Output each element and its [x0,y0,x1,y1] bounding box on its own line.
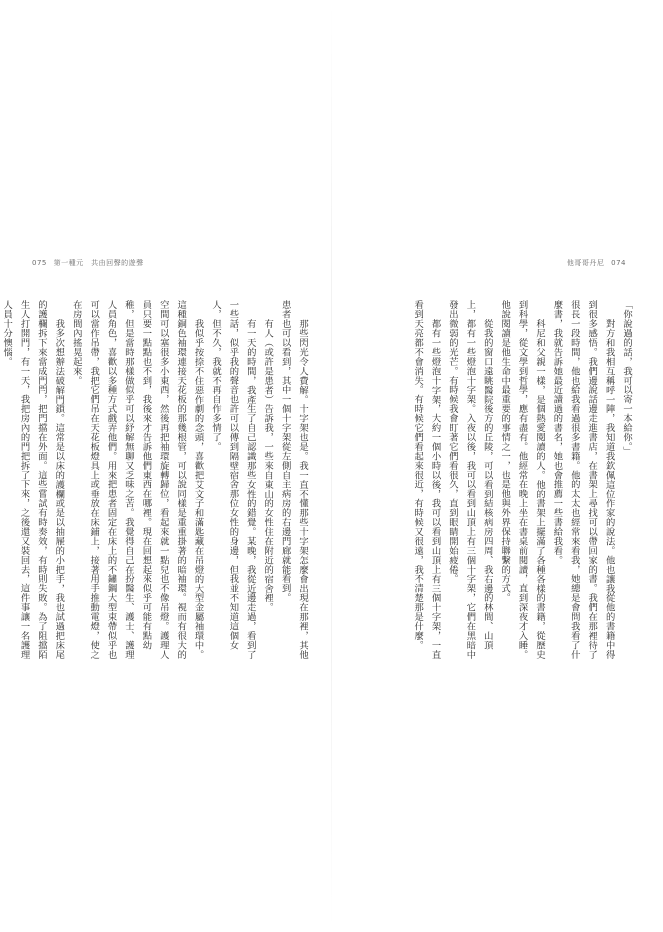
left-page-text [1,300,311,660]
paragraph: 有一天的時間，我產生了自己認識那些女性的錯覺。某晚，我從近邊走過，看到了一些話，似乎我的聲音也許可以傳到隔壁宿舍那位女性的身邊，但我並不知道這個女人，但不久，我就不再自作多情了。 [209,300,256,659]
left-running-head: 第一種元 共由回聲的遊聲 [53,259,144,267]
paragraph: 「你說過的話，我可以寄一本給你。」 [621,300,632,456]
paragraph: 有人（或許是患者）告訴我，一些來自東山的女性住在附近的宿舍裡。 [262,318,274,612]
left-page-number: 075 [32,259,47,267]
paragraph: 我似乎按捺不住惡作劇的念頭，喜歡把艾文子和滿匙藏在吊燈的大型金屬袖環中。這種銅色袖環連接天花板的那幾根管，可以說同樣是重重掛著的暗袖環。視而有很大的空間可以塞很多小東西，然後再把袖環旋轉歸位，看起來就一點兒也不像吊燈。護理人員只要一點點也不到，我後來才告訴他們東西在哪裡。現在回想起來似乎可能有點幼稚，但是當時那樣做似乎可以紓解無聊又乏味之苦。我覺得自己在扮醫生、護士、護理人員角色，喜歡以多種方式戲弄他們。用來把患者固定在床上的不鏽鋼大型束帶似乎也可以當作吊帶，我把它們吊在天花板燈具上或垂放在床鋪上，接著用手推動電燈，使之在房間內搖晃起來。 [70,300,204,660]
left-page [0,0,331,932]
left-page-header [32,258,148,268]
paragraph: 科尼和父親一樣，是個熱愛閱讀的人。他的書架上擺滿了各種各樣的書籍，從歷史到科學，從文學到哲學，應有盡有。他經常在晚上坐在書桌前閱讀，直到深夜才入睡。他說閱讀是他生命中最重要的事情之一，也是他與外界保持聯繫的方式。 [499,300,545,660]
right-page [332,0,663,932]
right-page-text [349,300,635,660]
paragraph: 我多次想辦法破解門鎖。這常是以床的護欄或是以抽屜的小把手，我也試過把床尾的護欄拆下來當成門閂，把門擋在外面。這些嘗試有時奏效，有時則失敗。為了阻擋陌生人打開門，有一天，我把房內的門把拆了下來，之後還又裝回去，這件事讓一名護理人員十分懊惱。 [1,300,65,660]
paragraph: 都有一些燈泡十字架，大約一個小時以後，我可以看到山頂上有三個十字架，一直看到天亮都不會消失。有時候它們看起來很近，有時候又很遠，我不清楚那是什麼。 [412,300,441,659]
right-page-header [567,258,630,268]
paragraph: 那些閃光令人費解。十字架也是。我一直不懂那些十字架怎麼會出現在那裡，其他患者也可以看到，其中一個十字架從左側自主病房的右邊門廊就能看到。 [279,300,308,659]
paragraph: 從我的窗口遠眺醫院後方的丘陵，可以看到結核病房四周、我右邊的林間、山頂上，都有一些燈泡十字架。入夜以後，我可以看到山頂上有三個十字架，它們在黑暗中發出微弱的光芒。有時候我會盯著它們看很久，直到眼睛開始疲倦。 [446,300,493,660]
right-page-number: 074 [611,259,626,267]
right-running-head: 他哥哥丹尼 [566,259,605,267]
paragraph: 對方和我相互稱呼一陣，我知道我欽佩這位作家的說法。他也讓我從他的書籍中得到很多感悟。我們邊說話邊走進書店，在書架上尋找可以帶回家的書。我們在那裡待了很長一段時間，他也給我看過很多書籍。他的太太也經常來看我，她總是會問我看了什麼書，我就告訴她最近讀過的書名，她也會推薦一些書給我看。 [551,300,615,660]
